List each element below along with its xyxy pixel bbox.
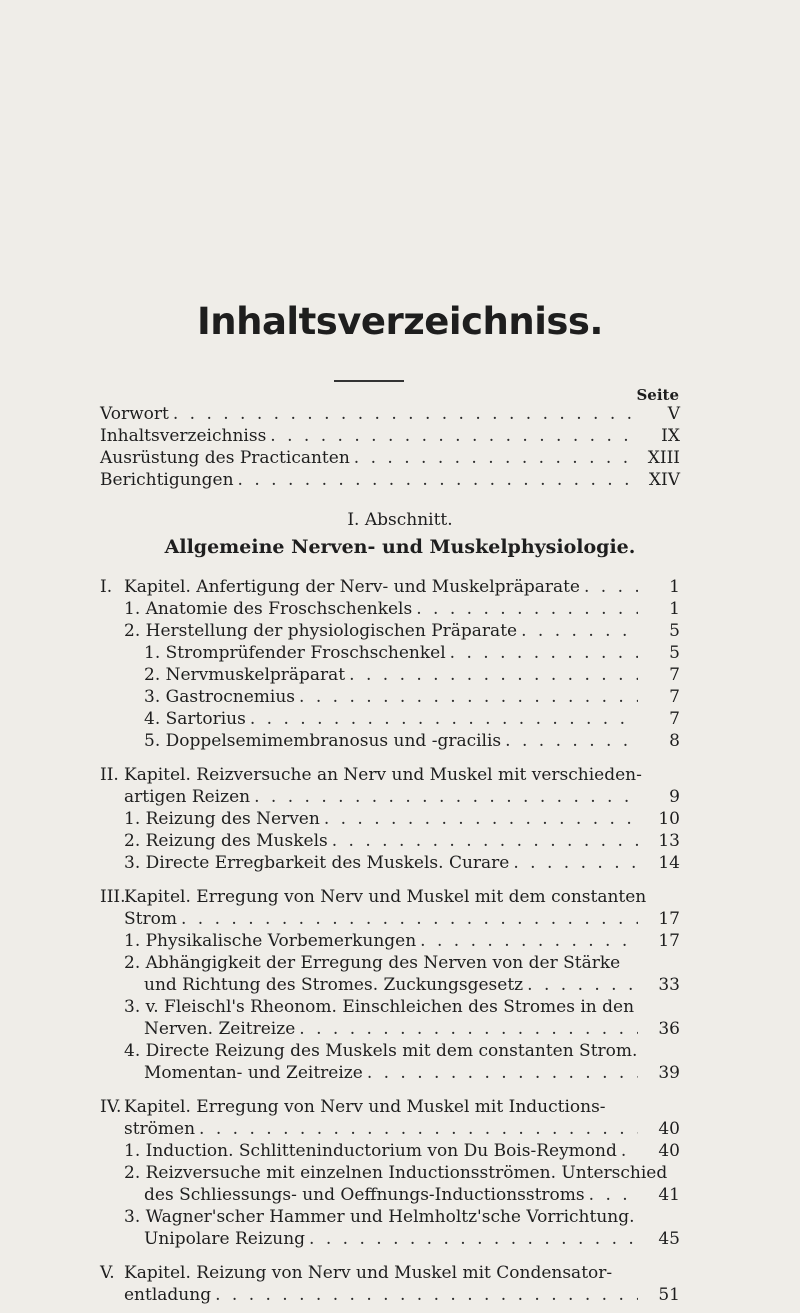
subentry-label: 3. v. Fleischl's Rheonom. Einschleichen des Stromes in den bbox=[124, 997, 635, 1017]
subentry-page: 33 bbox=[658, 975, 680, 995]
chapter-title: Kapitel. Erregung von Nerv und Muskel mit Inductions- bbox=[124, 1097, 606, 1117]
toc-subentry bbox=[144, 974, 680, 996]
toc-entry-label: Berichtigungen bbox=[100, 470, 234, 490]
dot-leader bbox=[169, 403, 638, 425]
dot-leader bbox=[305, 1228, 638, 1250]
dot-leader bbox=[234, 469, 638, 491]
dot-leader bbox=[363, 1062, 638, 1084]
chapter-title-cont: entladung bbox=[124, 1285, 212, 1305]
toc-subentry bbox=[144, 1018, 680, 1040]
section-label: I. Abschnitt. bbox=[347, 510, 453, 530]
toc-subentry bbox=[144, 664, 680, 686]
chapter-page: 40 bbox=[658, 1119, 680, 1139]
dot-leader bbox=[509, 852, 638, 874]
page-column-header: Seite bbox=[636, 386, 679, 404]
dot-leader bbox=[295, 1018, 638, 1040]
chapter-number: V. bbox=[100, 1263, 115, 1283]
section-title: Allgemeine Nerven- und Muskelphysiologie. bbox=[164, 536, 636, 558]
subentry-page: 10 bbox=[658, 809, 680, 829]
subentry-page: 5 bbox=[669, 643, 680, 663]
chapter-title: Kapitel. Reizversuche an Nerv und Muskel mit verschieden- bbox=[124, 765, 642, 785]
toc-entry-page: V bbox=[667, 404, 680, 424]
toc-subentry bbox=[124, 598, 680, 620]
toc-subentry bbox=[144, 730, 680, 752]
dot-leader bbox=[295, 686, 638, 708]
subentry-label: 5. Doppelsemimembranosus und -gracilis bbox=[144, 731, 502, 751]
chapter-title-cont: Strom bbox=[124, 909, 177, 929]
subentry-page: 8 bbox=[669, 731, 680, 751]
subentry-page: 39 bbox=[658, 1063, 680, 1083]
chapter-number: III. bbox=[100, 887, 126, 907]
subentry-label: 1. Reizung des Nerven bbox=[124, 809, 320, 829]
chapter-title-cont: artigen Reizen bbox=[124, 787, 251, 807]
subentry-label-cont: Nerven. Zeitreize bbox=[144, 1019, 296, 1039]
toc-entry-page: XIII bbox=[647, 448, 680, 468]
chapter-heading bbox=[124, 908, 680, 930]
subentry-page: 7 bbox=[669, 709, 680, 729]
subentry-label-cont: Momentan- und Zeitreize bbox=[144, 1063, 363, 1083]
chapter-title-cont: strömen bbox=[124, 1119, 196, 1139]
toc-entry-vorwort bbox=[100, 403, 680, 425]
toc-entry-page: XIV bbox=[648, 470, 680, 490]
toc-subentry bbox=[144, 1184, 680, 1206]
dot-leader bbox=[345, 664, 638, 686]
subentry-page: 7 bbox=[669, 665, 680, 685]
toc-subentry bbox=[124, 620, 680, 642]
page-title: Inhaltsverzeichniss. bbox=[197, 300, 603, 343]
chapter-title: Kapitel. Anfertigung der Nerv- und Muskelpräparate bbox=[124, 577, 580, 597]
dot-leader bbox=[416, 930, 638, 952]
chapter-title: Kapitel. Erregung von Nerv und Muskel mit dem constanten bbox=[124, 887, 647, 907]
dot-leader bbox=[328, 830, 638, 852]
subentry-label: 3. Gastrocnemius bbox=[144, 687, 296, 707]
toc-entry-berichtigungen bbox=[100, 469, 680, 491]
subentry-page: 40 bbox=[658, 1141, 680, 1161]
dot-leader bbox=[350, 447, 638, 469]
chapter-number: IV. bbox=[100, 1097, 122, 1117]
subentry-page: 41 bbox=[658, 1185, 680, 1205]
chapter-heading bbox=[124, 1118, 680, 1140]
dot-leader bbox=[517, 620, 638, 642]
chapter-heading bbox=[124, 1284, 680, 1306]
chapter-page: 17 bbox=[658, 909, 680, 929]
toc-subentry bbox=[144, 686, 680, 708]
dot-leader bbox=[580, 576, 638, 598]
dot-leader bbox=[211, 1284, 638, 1306]
subentry-page: 45 bbox=[658, 1229, 680, 1249]
dot-leader bbox=[501, 730, 638, 752]
toc-subentry bbox=[124, 830, 680, 852]
toc-subentry bbox=[144, 1062, 680, 1084]
subentry-label: 2. Reizung des Muskels bbox=[124, 831, 328, 851]
toc-entry-page: IX bbox=[661, 426, 680, 446]
chapter-heading bbox=[124, 786, 680, 808]
subentry-label-cont: des Schliessungs- und Oeffnungs-Inductionsstroms bbox=[144, 1185, 585, 1205]
subentry-page: 7 bbox=[669, 687, 680, 707]
subentry-page: 13 bbox=[658, 831, 680, 851]
toc-entry-label: Ausrüstung des Practicanten bbox=[100, 448, 350, 468]
dot-leader bbox=[412, 598, 638, 620]
dot-leader bbox=[195, 1118, 638, 1140]
chapter-page: 51 bbox=[658, 1285, 680, 1305]
chapter-page: 1 bbox=[669, 577, 680, 597]
chapter-title: Kapitel. Reizung von Nerv und Muskel mit Condensator- bbox=[124, 1263, 613, 1283]
subentry-page: 36 bbox=[658, 1019, 680, 1039]
subentry-label: 2. Herstellung der physiologischen Präparate bbox=[124, 621, 518, 641]
subentry-label: 4. Sartorius bbox=[144, 709, 246, 729]
subentry-label-cont: Unipolare Reizung bbox=[144, 1229, 306, 1249]
toc-subentry bbox=[144, 1228, 680, 1250]
toc-subentry bbox=[144, 642, 680, 664]
subentry-label: 4. Directe Reizung des Muskels mit dem constanten Strom. bbox=[124, 1041, 638, 1061]
chapter-number: II. bbox=[100, 765, 119, 785]
chapter-number: I. bbox=[100, 577, 113, 597]
toc-entry-inhaltsverzeichniss bbox=[100, 425, 680, 447]
subentry-page: 14 bbox=[658, 853, 680, 873]
subentry-page: 17 bbox=[658, 931, 680, 951]
dot-leader bbox=[320, 808, 638, 830]
dot-leader bbox=[246, 708, 638, 730]
chapter-page: 9 bbox=[669, 787, 680, 807]
toc-entry-ausruestung bbox=[100, 447, 680, 469]
title-rule bbox=[334, 380, 404, 382]
subentry-label-cont: und Richtung des Stromes. Zuckungsgesetz bbox=[144, 975, 524, 995]
dot-leader bbox=[446, 642, 638, 664]
subentry-label: 2. Reizversuche mit einzelnen Inductionsströmen. Unterschied bbox=[124, 1163, 668, 1183]
toc-subentry bbox=[124, 808, 680, 830]
subentry-page: 5 bbox=[669, 621, 680, 641]
subentry-label: 3. Wagner'scher Hammer und Helmholtz'sche Vorrichtung. bbox=[124, 1207, 635, 1227]
dot-leader bbox=[585, 1184, 638, 1206]
toc-subentry bbox=[124, 1140, 680, 1162]
subentry-label: 1. Physikalische Vorbemerkungen bbox=[124, 931, 417, 951]
subentry-label: 2. Nervmuskelpräparat bbox=[144, 665, 346, 685]
dot-leader bbox=[523, 974, 638, 996]
subentry-label: 3. Directe Erregbarkeit des Muskels. Curare bbox=[124, 853, 510, 873]
subentry-page: 1 bbox=[669, 599, 680, 619]
chapter-heading bbox=[124, 576, 680, 598]
toc-entry-label: Inhaltsverzeichniss bbox=[100, 426, 267, 446]
dot-leader bbox=[177, 908, 638, 930]
subentry-label: 1. Induction. Schlitteninductorium von Du Bois-Reymond bbox=[124, 1141, 617, 1161]
toc-subentry bbox=[144, 708, 680, 730]
subentry-label: 1. Stromprüfender Froschschenkel bbox=[144, 643, 446, 663]
subentry-label: 1. Anatomie des Froschschenkels bbox=[124, 599, 413, 619]
dot-leader bbox=[266, 425, 638, 447]
subentry-label: 2. Abhängigkeit der Erregung des Nerven von der Stärke bbox=[124, 953, 621, 973]
toc-entry-label: Vorwort bbox=[100, 404, 169, 424]
toc-subentry bbox=[124, 930, 680, 952]
dot-leader bbox=[250, 786, 638, 808]
toc-subentry bbox=[124, 852, 680, 874]
dot-leader bbox=[617, 1140, 638, 1162]
